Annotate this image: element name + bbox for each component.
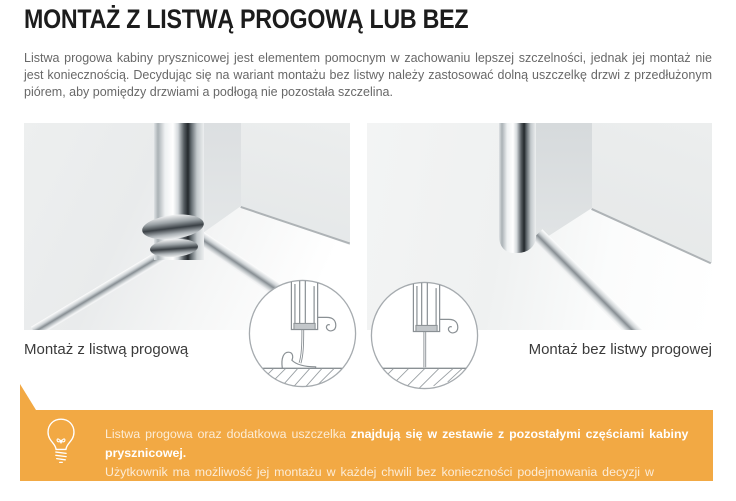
page-title: MONTAŻ Z LISTWĄ PROGOWĄ LUB BEZ — [24, 4, 469, 34]
note-banner — [20, 410, 713, 498]
note-line-1 — [105, 425, 699, 463]
diagram-without-threshold-icon — [369, 280, 480, 391]
note-banner-notch — [20, 384, 36, 410]
caption-without-threshold: Montaż bez listwy progowej — [528, 341, 712, 358]
diagram-with-threshold-icon — [247, 278, 358, 389]
note-text-regular: Listwa progowa oraz dodatkowa uszczelka — [105, 427, 351, 441]
note-text — [105, 425, 699, 501]
door-bottom-seal-strip — [532, 229, 656, 330]
door-profile-chrome — [499, 123, 536, 253]
caption-with-threshold: Montaż z listwą progową — [24, 341, 189, 358]
note-text-bold: znajdują się w zestawie z pozostałymi częściami kabiny prysznicowej. — [105, 427, 689, 460]
intro-paragraph: Listwa progowa kabiny prysznicowej jest elementem pomocnym w zachowaniu lepszej szczelności, jednak jej montaż nie jest koniecznością. Decydując się na wariant montażu bez listwy należy zastosować dolną uszczelkę drzwi z przedłużonym piórem, aby pomiędzy drzwiami a podłogą nie pozostała szczelina. — [24, 51, 712, 99]
lightbulb-icon — [42, 414, 80, 478]
note-line-2: Użytkownik ma możliwość jej montażu w każdej chwili bez konieczności podejmowania decyzji w momencie zakupu. — [105, 465, 654, 498]
